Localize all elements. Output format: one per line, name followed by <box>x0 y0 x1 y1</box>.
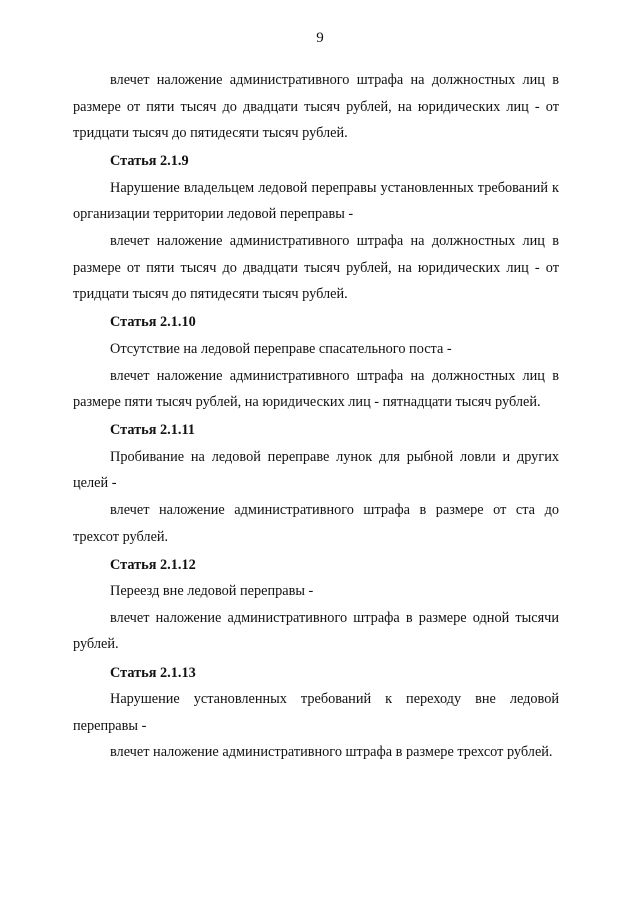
paragraph-penalty: влечет наложение административного штрафа на должностных лиц в размере от пяти тысяч до двадцати тысяч рублей, на юридических лиц - от тридцати тысяч до пятидесяти тысяч рублей. <box>73 72 559 142</box>
page-number: 9 <box>316 30 324 46</box>
article-heading: Статья 2.1.10 <box>110 314 196 331</box>
paragraph-violation: Переезд вне ледовой переправы - <box>110 583 314 600</box>
paragraph-penalty: влечет наложение административного штрафа на должностных лиц в размере пяти тысяч рублей, на юридических лиц - пятнадцати тысяч рублей. <box>73 367 559 411</box>
paragraph-penalty: влечет наложение административного штрафа в размере одной тысячи рублей. <box>73 609 559 653</box>
document-body <box>73 67 559 766</box>
article-heading: Статья 2.1.9 <box>110 153 189 170</box>
paragraph-violation: Отсутствие на ледовой переправе спасательного поста - <box>110 340 452 357</box>
article-heading: Статья 2.1.12 <box>110 556 196 573</box>
paragraph-violation: Нарушение установленных требований к переходу вне ледовой переправы - <box>73 691 559 734</box>
paragraph-violation: Нарушение владельцем ледовой переправы установленных требований к организации территории ледовой переправы - <box>73 179 559 223</box>
article-heading: Статья 2.1.13 <box>110 664 196 681</box>
paragraph-violation: Пробивание на ледовой переправе лунок для рыбной ловли и других целей - <box>73 448 559 492</box>
article-heading: Статья 2.1.11 <box>110 422 195 439</box>
paragraph-penalty: влечет наложение административного штрафа в размере трехсот рублей. <box>110 744 553 761</box>
paragraph-penalty: влечет наложение административного штрафа в размере от ста до трехсот рублей. <box>73 502 559 545</box>
paragraph-penalty: влечет наложение административного штрафа на должностных лиц в размере от пяти тысяч до двадцати тысяч рублей, на юридических лиц - от тридцати тысяч до пятидесяти тысяч рублей. <box>73 233 559 303</box>
